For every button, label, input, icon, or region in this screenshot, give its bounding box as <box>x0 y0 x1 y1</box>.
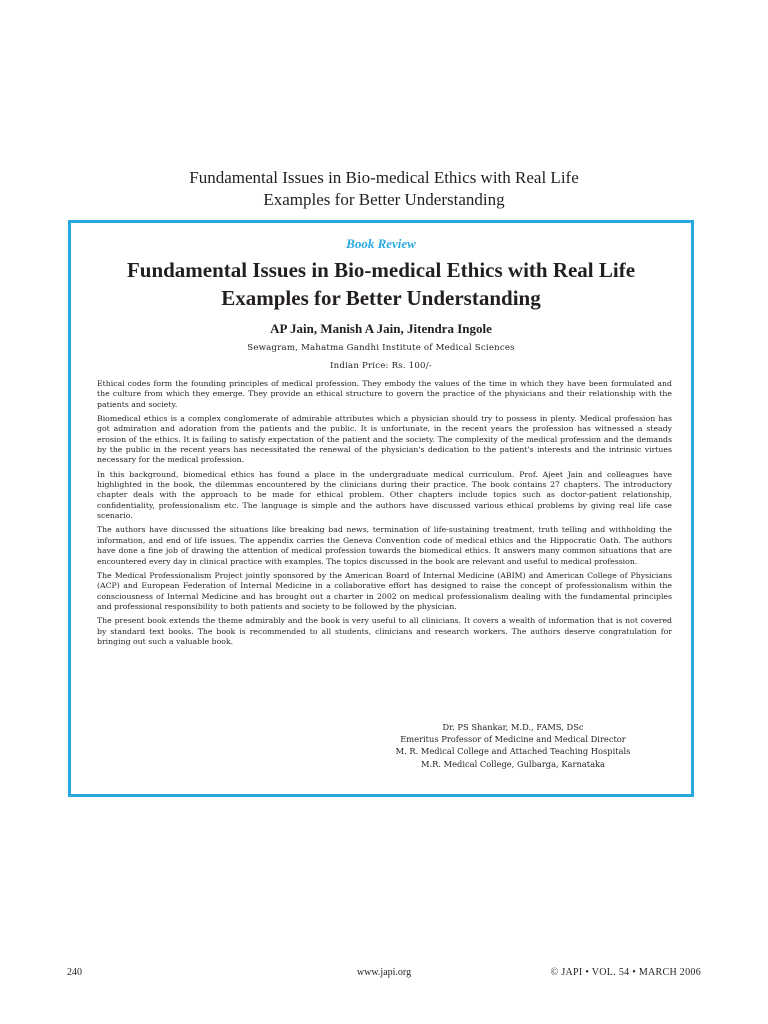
book-review-box <box>68 220 694 797</box>
book-title-line1: Fundamental Issues in Bio-medical Ethics with Real Life <box>126 258 636 282</box>
review-paragraph: The Medical Professionalism Project jointly sponsored by the American Board of Internal Medicine (ABIM) and American College of Physicians (ACP) and European Federation of Internal Medicine in a collaborative effort has designed to raise the concept of professionalism within the consciousness of Internal Medicine and has brought out a charter in 2002 on medical professionalism dealing with the fundamental principles and professional responsibility to both patients and society to be followed by the physician. <box>97 570 672 611</box>
page-number: 240 <box>67 967 82 978</box>
book-authors: AP Jain, Manish A Jain, Jitendra Ingole <box>270 321 492 336</box>
journal-website-link[interactable]: www.japi.org <box>356 967 412 978</box>
reviewer-signature <box>363 721 663 770</box>
book-price: Indian Price: Rs. 100/- <box>330 361 432 371</box>
reviewer-title: Emeritus Professor of Medicine and Medical Director <box>400 734 626 745</box>
review-paragraph: Ethical codes form the founding principles of medical profession. They embody the values of the time in which they have been formulated and the culture from which they emerge. They provide an ethical structure to govern the practice of the physicians and their relationship with the patients and society. <box>97 379 672 409</box>
reviewer-location: M.R. Medical College, Gulbarga, Karnataka <box>420 758 605 769</box>
reviewer-name: Dr. PS Shankar, M.D., FAMS, DSc <box>442 722 584 732</box>
review-body <box>97 379 672 651</box>
section-kicker: Book Review <box>346 236 416 251</box>
page-footer <box>67 967 701 981</box>
book-title-line2: Examples for Better Understanding <box>221 286 541 310</box>
review-paragraph: The authors have discussed the situations like breaking bad news, termination of life-sustaining treatment, truth telling and withholding the information, and end of life issues. The appendix carries the Geneva Convention code of medical ethics and the Hippocratic Oath. The authors have done a fine job of drawing the attention of medical profession towards the biomedical ethics. It answers many common situations that are encountered every day in clinical practice with examples. The topics discussed in the book are relevant and useful to medical profession. <box>97 525 672 566</box>
review-paragraph: Biomedical ethics is a complex conglomerate of admirable attributes which a physician should try to possess in plenty. Medical profession has got admiration and adoration from the patients and the public. It is unfortunate, in the recent years the profession has witnessed a steady erosion of the ethics. It is failing to satisfy expectation of the patient and the society. The complexity of the medical profession and the demands by the public in the recent years has necessitated the renewal of the physician's dedication to the patient's interests and the intrinsic virtues necessary for the medical profession. <box>97 414 672 465</box>
page-heading <box>60 167 708 211</box>
book-title <box>81 256 681 312</box>
page-heading-line2: Examples for Better Understanding <box>263 190 505 209</box>
page-heading-line1: Fundamental Issues in Bio-medical Ethics with Real Life <box>189 168 579 187</box>
review-paragraph: In this background, biomedical ethics has found a place in the undergraduate medical curriculum. Prof. Ajeet Jain and colleagues have highlighted in the book, the dilemmas encountered by the clinicians during their practice. The book contains 27 chapters. The introductory chapter deals with the approach to be made for ethical problem. Other chapters include topics such as doctor-patient relationship, confidentiality, professionalism etc. The language is simple and the authors have discussed various ethical problems by giving real life case scenario. <box>97 469 672 521</box>
journal-citation: © JAPI • VOL. 54 • MARCH 2006 <box>550 967 701 978</box>
review-paragraph: The present book extends the theme admirably and the book is very useful to all clinicians. It covers a wealth of information that is not covered by standard text books. The book is recommended to all students, clinicians and research workers. The authors deserve congratulation for bringing out such a valuable book. <box>97 616 672 646</box>
reviewer-institution: M. R. Medical College and Attached Teaching Hospitals <box>395 746 631 757</box>
book-affiliation: Sewagram, Mahatma Gandhi Institute of Medical Sciences <box>247 343 515 353</box>
